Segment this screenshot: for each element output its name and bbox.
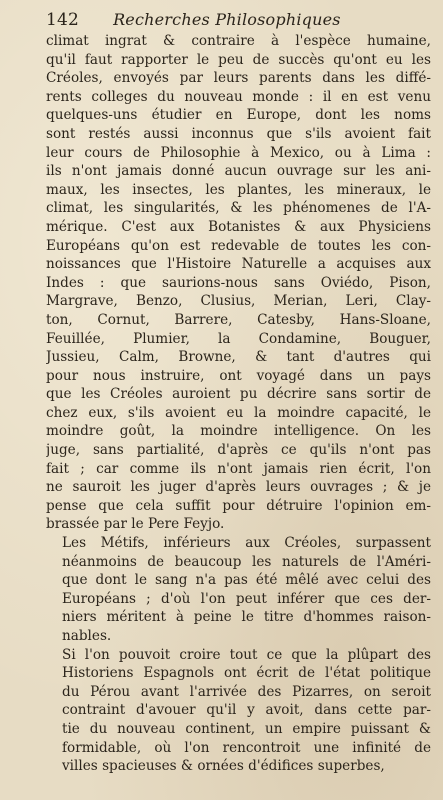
text-line: Jussieu, Calm, Browne, & tant d'autres qui [46, 349, 431, 366]
text-line: moindre goût, la moindre intelligence. On les [46, 423, 431, 440]
text-line: nables. [62, 628, 112, 644]
text-line: noissances que l'Histoire Naturelle a acquises aux [46, 256, 431, 273]
text-line: Feuillée, Plumier, la Condamine, Bouguer, [46, 330, 431, 347]
text-line: Indes : que saurions-nous sans Oviédo, Pison, [46, 274, 431, 291]
text-line: climat ingrat & contraire à l'espèce humaine, [46, 33, 431, 49]
text-line: climat, les singularités, & les phénomenes de l'A- [46, 200, 431, 217]
paragraph [46, 32, 431, 534]
running-title: Recherches Philosophiques [113, 10, 341, 29]
text-line: juge, sans partialité, d'après ce qu'ils n'ont pas [46, 442, 431, 459]
text-line: ils n'ont jamais donné aucun ouvrage sur les ani- [46, 163, 431, 180]
body-text [46, 32, 431, 776]
text-line: chez eux, s'ils avoient eu la moindre capacité, le [46, 404, 431, 421]
text-line: niers méritent à peine le titre d'hommes raison- [62, 609, 431, 626]
paragraph [46, 646, 431, 776]
text-line: sont restés aussi inconnus que s'ils avoient fait [46, 125, 431, 142]
text-line: ne sauroit les juger d'après leurs ouvrages ; & je [46, 479, 431, 496]
text-line: néanmoins de beaucoup les naturels de l'Améri- [62, 553, 431, 570]
text-line: Européans qu'on est redevable de toutes les con- [46, 237, 431, 254]
text-line: villes spacieuses & ornées d'édifices superbes, [62, 758, 385, 775]
text-line: Si l'on pouvoit croire tout ce que la plûpart des [62, 646, 431, 663]
text-line: maux, les insectes, les plantes, les mineraux, le [46, 181, 431, 198]
text-line: quelques-uns étudier en Europe, dont les noms [46, 107, 431, 124]
text-line: leur cours de Philosophie à Mexico, ou à Lima : [46, 144, 431, 161]
text-line: rents colleges du nouveau monde : il en est venu [46, 88, 431, 105]
text-line: pense que cela suffit pour détruire l'opinion em- [46, 497, 431, 514]
text-line: du Pérou avant l'arrivée des Pizarres, on seroit [62, 683, 431, 700]
text-line: que dont le sang n'a pas été mêlé avec celui des [62, 572, 431, 589]
paragraph [46, 534, 431, 646]
text-line: Historiens Espagnols ont écrit de l'état politique [62, 665, 431, 682]
text-line: fait ; car comme ils n'ont jamais rien écrit, l'on [46, 460, 431, 477]
running-header [46, 10, 431, 32]
page-number: 142 [46, 10, 80, 30]
text-line: Les Métifs, inférieurs aux Créoles, surpassent [62, 535, 431, 552]
text-line: Créoles, envoyés par leurs parents dans les diffé- [46, 70, 431, 87]
text-line: brassée par le Pere Feyjo. [46, 516, 225, 533]
text-line: mérique. C'est aux Botanistes & aux Physiciens [46, 218, 431, 235]
text-line: contraint d'avouer qu'il y avoit, dans cette par- [62, 702, 431, 719]
text-line: Européans ; d'où l'on peut inférer que ces der- [62, 590, 431, 607]
text-line: tie du nouveau continent, un empire puissant & [62, 720, 431, 737]
text-line: pour nous instruire, ont voyagé dans un pays [46, 367, 431, 384]
text-line: qu'il faut rapporter le peu de succès qu'ont eu les [46, 51, 431, 68]
text-line: Margrave, Benzo, Clusius, Merian, Leri, Clay- [46, 293, 431, 310]
text-line: ton, Cornut, Barrere, Catesby, Hans-Sloane, [46, 311, 431, 328]
text-line: formidable, où l'on rencontroit une infinité de [62, 739, 431, 756]
text-line: que les Créoles auroient pu décrire sans sortir de [46, 386, 431, 403]
